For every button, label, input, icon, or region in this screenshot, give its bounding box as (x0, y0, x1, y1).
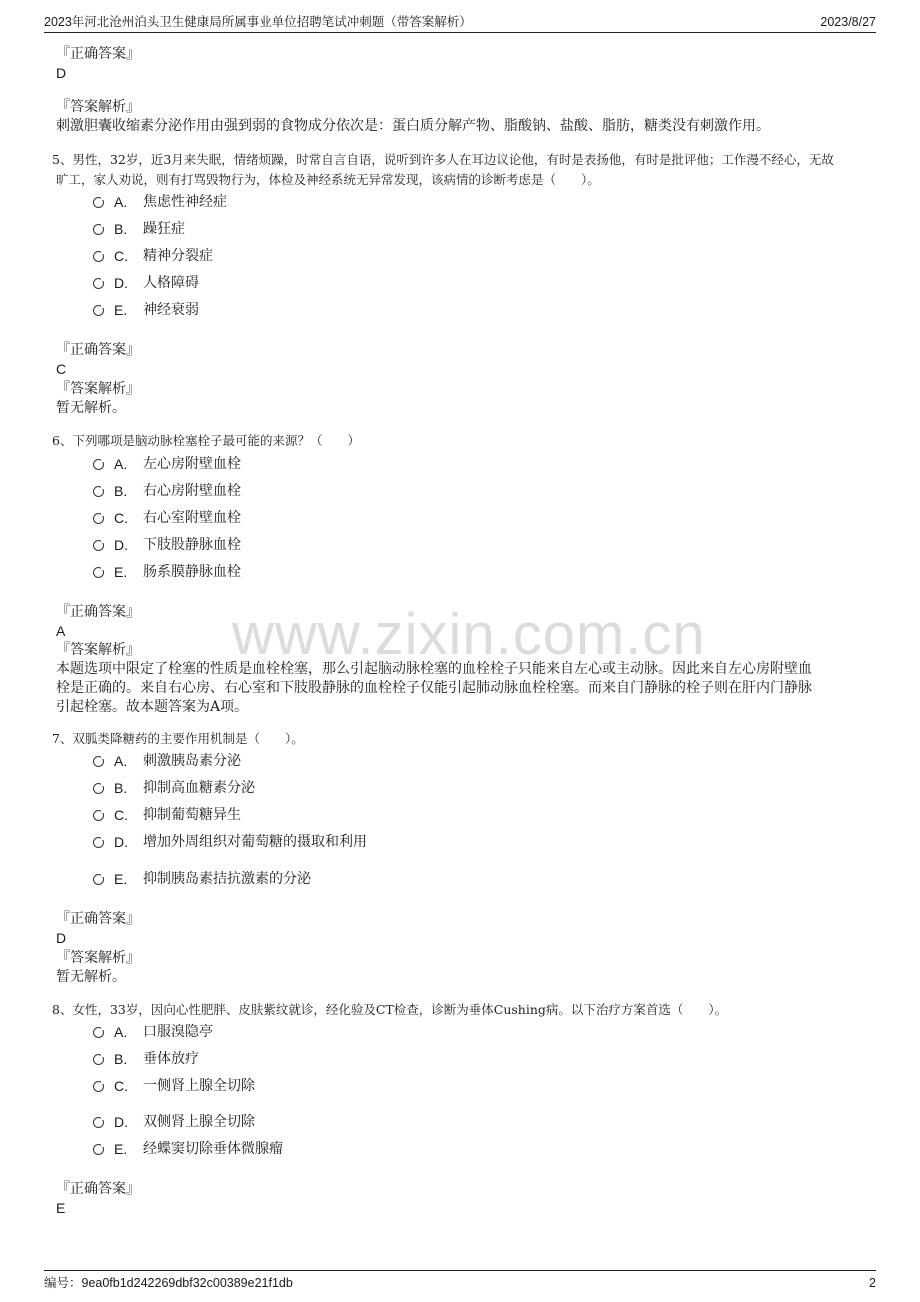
q5-stem-line2: 旷工，家人劝说，则有打骂毁物行为，体检及神经系统无异常发现，该病情的诊断考虑是（ ）。 (56, 172, 600, 187)
radio-icon[interactable] (93, 837, 104, 848)
q6-analysis-line2: 栓是正确的。来自右心房、右心室和下肢股静脉的血栓栓子仅能引起肺动脉血栓栓塞。而来自门静脉的栓子则在肝内门静脉 (56, 680, 812, 696)
q6-analysis-label: 『答案解析』 (56, 642, 140, 658)
q7-correct-label: 『正确答案』 (56, 911, 140, 927)
q5-stem-line1: 5、男性，32岁，近3月来失眠，情绪烦躁，时常自言自语，说听到许多人在耳边议论他，有时是表扬他，有时是批评他；工作漫不经心，无故 (52, 152, 834, 167)
radio-icon[interactable] (93, 459, 104, 470)
watermark: www.zixin.com.cn (232, 602, 706, 667)
radio-icon[interactable] (93, 197, 104, 208)
radio-icon[interactable] (93, 305, 104, 316)
q7-stem: 7、双胍类降糖药的主要作用机制是（ ）。 (52, 731, 304, 746)
q8-answer: E (56, 1200, 66, 1216)
radio-icon[interactable] (93, 513, 104, 524)
page-header (44, 10, 876, 33)
q6-analysis-line3: 引起栓塞。故本题答案为A项。 (56, 699, 249, 715)
q5-answer: C (56, 361, 67, 377)
radio-icon[interactable] (93, 874, 104, 885)
radio-icon[interactable] (93, 783, 104, 794)
radio-icon[interactable] (93, 224, 104, 235)
q4-answer: D (56, 65, 67, 81)
q5-correct-label: 『正确答案』 (56, 342, 140, 358)
page-number: 2 (869, 1276, 876, 1290)
radio-icon[interactable] (93, 1027, 104, 1038)
q4-analysis: 刺激胆囊收缩素分泌作用由强到弱的食物成分依次是：蛋白质分解产物、脂酸钠、盐酸、脂肪，糖类没有刺激作用。 (56, 118, 770, 134)
q6-analysis-line1: 本题选项中限定了栓塞的性质是血栓栓塞，那么引起脑动脉栓塞的血栓栓子只能来自左心或主动脉。因此来自左心房附壁血 (56, 661, 812, 677)
radio-icon[interactable] (93, 756, 104, 767)
q8-stem: 8、女性，33岁，因向心性肥胖、皮肤紫纹就诊，经化验及CT检查，诊断为垂体Cushing病。以下治疗方案首选（ ）。 (52, 1002, 728, 1017)
radio-icon[interactable] (93, 810, 104, 821)
q5-analysis: 暂无解析。 (56, 400, 126, 416)
page-footer (44, 1270, 876, 1293)
document-title: 2023年河北沧州泊头卫生健康局所属事业单位招聘笔试冲刺题（带答案解析） (44, 15, 472, 29)
q6-stem: 6、下列哪项是脑动脉栓塞栓子最可能的来源？（ ） (52, 433, 360, 448)
q6-correct-label: 『正确答案』 (56, 604, 140, 620)
q4-correct-label: 『正确答案』 (56, 46, 140, 62)
radio-icon[interactable] (93, 567, 104, 578)
document-code: 编号：9ea0fb1d242269dbf32c00389e21f1db (44, 1276, 293, 1290)
q6-answer: A (56, 623, 66, 639)
radio-icon[interactable] (93, 1144, 104, 1155)
radio-icon[interactable] (93, 1081, 104, 1092)
q7-analysis-label: 『答案解析』 (56, 950, 140, 966)
q5-analysis-label: 『答案解析』 (56, 381, 140, 397)
radio-icon[interactable] (93, 251, 104, 262)
radio-icon[interactable] (93, 1054, 104, 1065)
q7-analysis: 暂无解析。 (56, 969, 126, 985)
radio-icon[interactable] (93, 1117, 104, 1128)
q7-answer: D (56, 930, 67, 946)
document-date: 2023/8/27 (820, 15, 876, 29)
radio-icon[interactable] (93, 486, 104, 497)
radio-icon[interactable] (93, 540, 104, 551)
q8-correct-label: 『正确答案』 (56, 1181, 140, 1197)
radio-icon[interactable] (93, 278, 104, 289)
q4-analysis-label: 『答案解析』 (56, 99, 140, 115)
